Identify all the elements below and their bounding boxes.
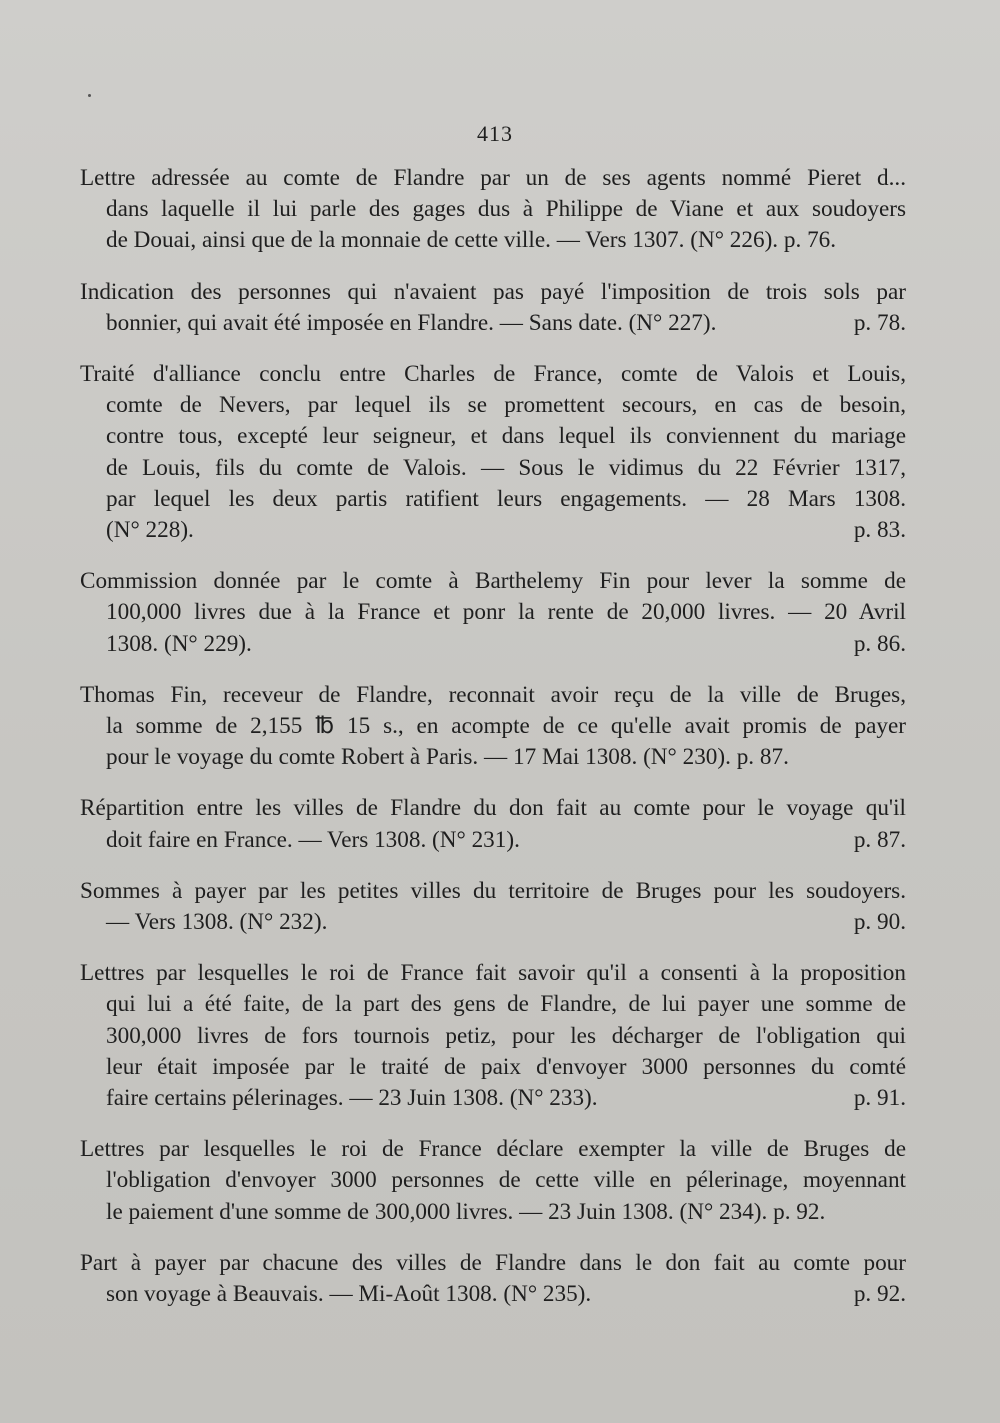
entry-line: Commission donnée par le comte à Barthelemy Fin pour lever la somme de (80, 568, 906, 595)
entry-line: comte de Nevers, par lequel ils se promettent secours, en cas de besoin, (106, 392, 906, 419)
entry-line: doit faire en France. — Vers 1308. (N° 231). p. 87. (80, 825, 906, 856)
entry-line: le paiement d'une somme de 300,000 livres. — 23 Juin 1308. (N° 234). p. 92. (106, 1198, 826, 1225)
entry-line: — Vers 1308. (N° 232). p. 90. (80, 907, 906, 938)
page-reference: p. 83. (853, 517, 906, 544)
catalog-entry (80, 359, 906, 546)
entry-line: bonnier, qui avait été imposée en Flandre. — Sans date. (N° 227). p. 78. (80, 308, 906, 339)
entry-line: Répartition entre les villes de Flandre du don fait au comte pour le voyage qu'il (80, 795, 906, 822)
entry-line: Thomas Fin, receveur de Flandre, reconnait avoir reçu de la ville de Bruges, (80, 681, 906, 708)
entry-line: Indication des personnes qui n'avaient pas payé l'imposition de trois sols par (80, 278, 906, 305)
page-reference: p. 92. (853, 1281, 906, 1308)
entry-line: faire certains pélerinages. — 23 Juin 1308. (N° 233). p. 91. (80, 1083, 906, 1114)
page-number: 413 (477, 121, 513, 146)
catalog-entry (80, 566, 906, 660)
entry-line: 1308. (N° 229). p. 86. (80, 629, 906, 660)
entry-line: Sommes à payer par les petites villes du territoire de Bruges pour les soudoyers. (80, 877, 906, 904)
entry-list (80, 163, 906, 1330)
page-reference: p. 86. (853, 630, 906, 657)
catalog-entry (80, 958, 906, 1114)
catalog-entry (80, 163, 906, 257)
entry-line: de Douai, ainsi que de la monnaie de cette ville. — Vers 1307. (N° 226). p. 76. (106, 227, 837, 254)
entry-line: Traité d'alliance conclu entre Charles de France, comte de Valois et Louis, (80, 361, 906, 388)
entry-line: par lequel les deux partis ratifient leurs engagements. — 28 Mars 1308. (106, 485, 906, 512)
entry-line: son voyage à Beauvais. — Mi-Août 1308. (N° 235). p. 92. (80, 1279, 906, 1310)
entry-line: de Louis, fils du comte de Valois. — Sous le vidimus du 22 Février 1317, (106, 454, 906, 481)
entry-line: Lettres par lesquelles le roi de France fait savoir qu'il a consenti à la proposition (80, 960, 906, 987)
catalog-entry (80, 1134, 906, 1228)
catalog-entry (80, 793, 906, 855)
entry-line: leur était imposée par le traité de paix d'envoyer 3000 personnes du comté (106, 1053, 906, 1080)
entry-line: l'obligation d'envoyer 3000 personnes de cette ville en pélerinage, moyennant (106, 1167, 906, 1194)
page-reference: p. 90. (853, 909, 906, 936)
page-reference: p. 78. (853, 309, 906, 336)
entry-line: dans laquelle il lui parle des gages dus à Philippe de Viane et aux soudoyers (106, 196, 906, 223)
catalog-entry (80, 680, 906, 774)
entry-line: pour le voyage du comte Robert à Paris. — 17 Mai 1308. (N° 230). p. 87. (106, 744, 789, 771)
entry-line: 100,000 livres due à la France et ponr la rente de 20,000 livres. — 20 Avril (106, 599, 906, 626)
entry-line: Lettres par lesquelles le roi de France déclare exempter la ville de Bruges de (80, 1136, 906, 1163)
catalog-entry (80, 1248, 906, 1310)
catalog-entry (80, 277, 906, 339)
entry-line: qui lui a été faite, de la part des gens de Flandre, de lui payer une somme de (106, 991, 906, 1018)
entry-line: la somme de 2,155 ℔ 15 s., en acompte de ce qu'elle avait promis de payer (106, 713, 906, 740)
entry-line: (N° 228). p. 83. (80, 515, 906, 546)
ink-speck (88, 94, 91, 97)
catalog-entry (80, 876, 906, 938)
entry-line: Part à payer par chacune des villes de Flandre dans le don fait au comte pour (80, 1249, 906, 1276)
entry-line: contre tous, excepté leur seigneur, et dans lequel ils conviennent du mariage (106, 423, 906, 450)
entry-line: Lettre adressée au comte de Flandre par un de ses agents nommé Pieret d... (80, 165, 906, 191)
page-reference: p. 91. (853, 1085, 906, 1112)
entry-line: 300,000 livres de fors tournois petiz, pour les décharger de l'obligation qui (106, 1022, 906, 1049)
page-reference: p. 87. (853, 826, 906, 853)
